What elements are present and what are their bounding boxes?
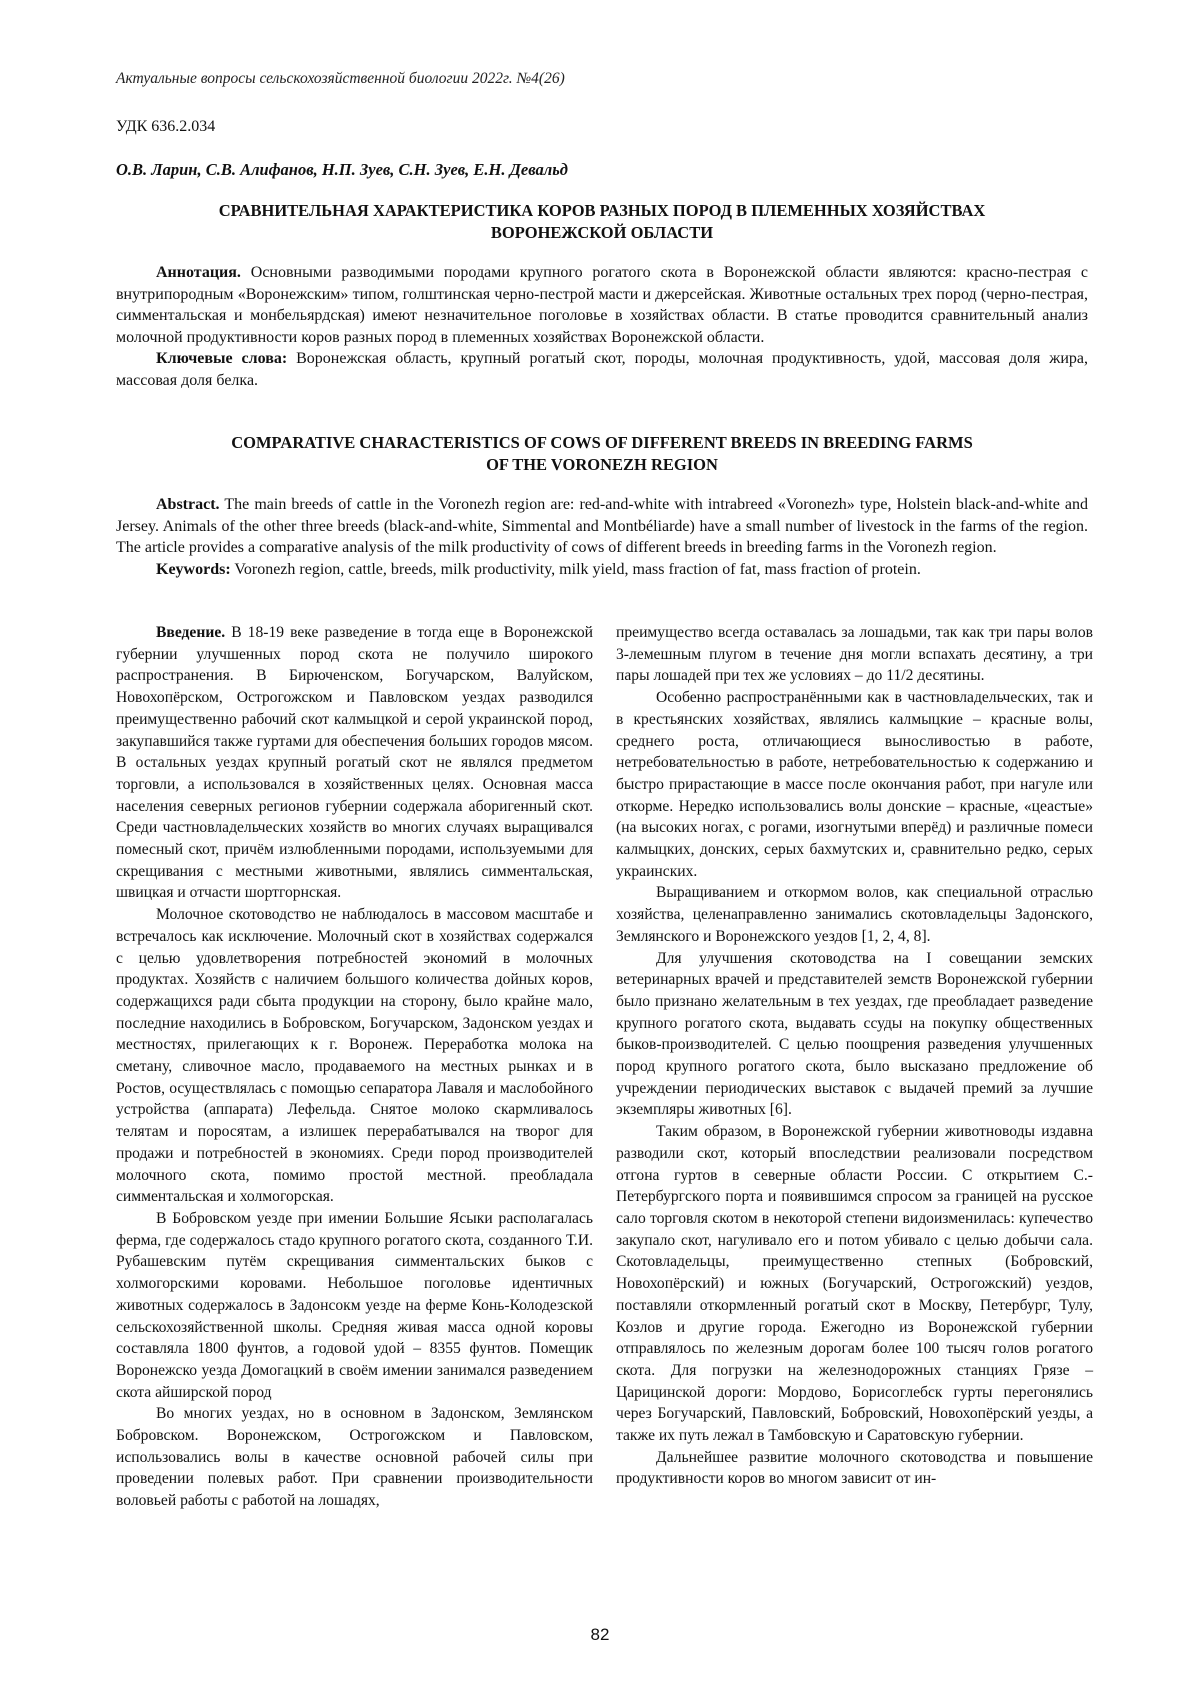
annotation-label: Аннотация. xyxy=(156,264,241,281)
page-number: 82 xyxy=(590,1625,610,1644)
body-paragraph: Молочное скотоводство не наблюдалось в массовом масштабе и встречалось как исключение. Молочный скот в хозяйствах содержался с целью удовлетворения потребностей экономий в молочных продуктах. Хозяйств с наличием большого количества дойных коров, содержащихся ради сбыта продукции на сторону, было крайне мало, последние находились в Бобровском, Богучарском, Задонском уездах и местностях, прилегающих к г. Воронеж. Переработка молока на сметану, сливочное масло, продаваемого на местных рынках и в Ростов, осуществлялась с помощью сепаратора Лаваля и маслобойного устройства (аппарата) Лефельда. Снятое молоко скармливалось телятам и поросятам, а излишек перерабатывался на творог для продажи и потребностей в экономиях. Среди пород производителей молочного скота, помимо простой местной. преобладала симментальская и холмогорская. xyxy=(116,906,593,1206)
abstract-label: Abstract. xyxy=(156,496,220,513)
body-paragraph xyxy=(116,622,593,904)
body-column-left xyxy=(116,622,593,1512)
title-en-line-2: OF THE VORONEZH REGION xyxy=(486,455,718,474)
body-column-right xyxy=(616,622,1093,1490)
body-paragraph: преимущество всегда оставалась за лошадьми, так как три пары волов 3-лемешным плугом в течение дня могли вспахать десятину, а три пары лошадей при тех же условиях – до 11/2 десятины. xyxy=(616,624,1093,685)
abstract-english xyxy=(116,494,1088,580)
title-ru-line-2: ВОРОНЕЖСКОЙ ОБЛАСТИ xyxy=(490,223,714,242)
body-paragraph: Таким образом, в Воронежской губернии животноводы издавна разводили скот, который впоследствии реализовали посредством отгона гуртов в северные области России. С открытием С.-Петербургского порта и появившимся спросом за границей на русское сало торговля скотом в некоторой степени видоизменилась: купечество закупало скот, нагуливало его и потом убивало с целью добычи сала. Скотовладельцы, преимущественно степных (Бобровский, Новохопёрский) и южных (Богучарский, Острогожский) уездов, поставляли откормленный рогатый скот в Москву, Петербург, Тулу, Козлов и другие города. Ежегодно из Воронежской губернии отправлялось по железным дорогам более 100 тысяч голов рогатого скота. Для погрузки на железнодорожных станциях Грязе – Царицинской дороги: Мордово, Борисоглебск гурты перегонялись через Богучарский, Павловский, Бобровский, Новохопёрский уезды, а также их путь лежал в Тамбовскую и Саратовскую губернии. xyxy=(616,1123,1093,1445)
title-russian xyxy=(116,200,1088,244)
journal-header: Актуальные вопросы сельскохозяйственной биологии 2022г. №4(26) xyxy=(116,70,565,87)
annotation-text: Основными разводимыми породами крупного рогатого скота в Воронежской области являются: красно-пестрая с внутрипородным «Воронежским» типом, голштинская черно-пестрой масти и джерсейская. Животные остальных трех пород (черно-пестрая, симментальская и монбельярдская) имеют незначительное поголовье в хозяйствах области. В статье проводится сравнительный анализ молочной продуктивности коров разных пород в племенных хозяйствах Воронежской области. xyxy=(116,264,1088,346)
body-text: В 18-19 веке разведение в тогда еще в Воронежской губернии улучшенных пород скота не получило широкого распространения. В Бирюченском, Богучарском, Валуйском, Новохопёрском, Острогожском и Павловском уездах разводился преимущественно рабочий скот калмыцкой и серой украинской пород, закупавшийся также гуртами для обеспечения больших городов мясом. В остальных уездах крупный рогатый скот не являлся предметом торговли, а использовался в хозяйственных целях. Основная масса населения северных регионов губернии содержала аборигенный скот. Среди частновладельческих хозяйств во многих случаях выращивался помесный скот, причём излюбленными породами, используемыми для скрещивания с местными животными, являлись симментальская, швицкая и отчасти шортгорнская. xyxy=(116,624,593,902)
body-paragraph: В Бобровском уезде при имении Большие Ясыки располагалась ферма, где содержалось стадо крупного рогатого скота, созданного Т.И. Рубашевским путём скрещивания симментальских быков с холмогорскими коровами. Небольшое поголовье идентичных животных содержалось в Задонсокм уезде на ферме Конь-Колодезской сельскохозяйственной школы. Средняя живая масса одной коровы составляла 1800 фунтов, а годовой удой – 8355 фунтов. Помещик Воронежско уезда Домогацкий в своём имении занимался разведением скота айширской пород xyxy=(116,1209,593,1401)
intro-label: Введение. xyxy=(156,624,226,641)
title-english xyxy=(116,432,1088,476)
body-paragraph: Для улучшения скотоводства на I совещании земских ветеринарных врачей и представителей земств Воронежской губернии было признано желательным в тех уездах, где преобладает разведение крупного рогатого скота, выдавать ссуды на покупку общественных быков-производителей. С целью поощрения разведения улучшенных пород крупного рогатого скота, было высказано предложение об учреждении периодических выставок с выдачей премий за лучшие экземпляры животных [6]. xyxy=(616,949,1093,1119)
keywords-en-paragraph xyxy=(116,559,1088,581)
keywords-ru-label: Ключевые слова: xyxy=(156,350,288,368)
body-paragraph: Во многих уездах, но в основном в Задонском, Землянском Бобровском. Воронежском, Острогожском и Павловском, использовались волы в качестве основной рабочей силы при проведении полевых работ. При сравнении производительности воловьей работы с работой на лошадях, xyxy=(116,1405,593,1510)
keywords-en-text: Voronezh region, cattle, breeds, milk productivity, milk yield, mass fraction of fat, mass fraction of protein. xyxy=(230,560,921,578)
annotation-paragraph xyxy=(116,262,1088,348)
abstract-russian xyxy=(116,262,1088,392)
authors: О.В. Ларин, С.В. Алифанов, Н.П. Зуев, С.Н. Зуев, Е.Н. Девальд xyxy=(116,160,568,179)
body-paragraph: Дальнейшее развитие молочного скотоводства и повышение продуктивности коров во многом зависит от ин- xyxy=(616,1448,1093,1488)
udk-code: УДК 636.2.034 xyxy=(116,118,216,135)
abstract-text: The main breeds of cattle in the Voronezh region are: red-and-white with intrabreed «Voronezh» type, Holstein black-and-white and Jersey. Animals of the other three breeds (black-and-white, Simmental and Montbéliarde) have a small number of livestock in the farms of the region. The article provides a comparative analysis of the milk productivity of cows of different breeds in breeding farms in the Voronezh region. xyxy=(116,496,1088,557)
title-en-line-1: COMPARATIVE CHARACTERISTICS OF COWS OF DIFFERENT BREEDS IN BREEDING FARMS xyxy=(231,433,973,452)
title-ru-line-1: СРАВНИТЕЛЬНАЯ ХАРАКТЕРИСТИКА КОРОВ РАЗНЫХ ПОРОД В ПЛЕМЕННЫХ ХОЗЯЙСТВАХ xyxy=(218,201,986,220)
body-paragraph: Особенно распространёнными как в частновладельческих, так и в крестьянских хозяйствах, являлись калмыцкие – красные волы, среднего роста, отличающиеся выносливостью в работе, нетребовательностью в работе, нетребовательностью к содержанию и быстро прирастающие в массе после окончания работ, при нагуле или откорме. Нередко использовались волы донские – красные, «цеастые» (на высоких ногах, с рогами, изогнутыми вперёд) и различные помеси калмыцких, донских, серых бахмутских и, сравнительно редко, серых украинских. xyxy=(616,689,1093,880)
keywords-ru-paragraph xyxy=(116,348,1088,391)
keywords-ru-text: Воронежская область, крупный рогатый скот, породы, молочная продуктивность, удой, массовая доля жира, массовая доля белка. xyxy=(116,350,1089,389)
abstract-paragraph xyxy=(116,494,1088,559)
body-paragraph: Выращиванием и откормом волов, как специальной отраслью хозяйства, целенаправленно занимались скотовладельцы Задонского, Землянского и Воронежского уездов [1, 2, 4, 8]. xyxy=(616,884,1093,945)
keywords-en-label: Keywords: xyxy=(156,560,231,578)
